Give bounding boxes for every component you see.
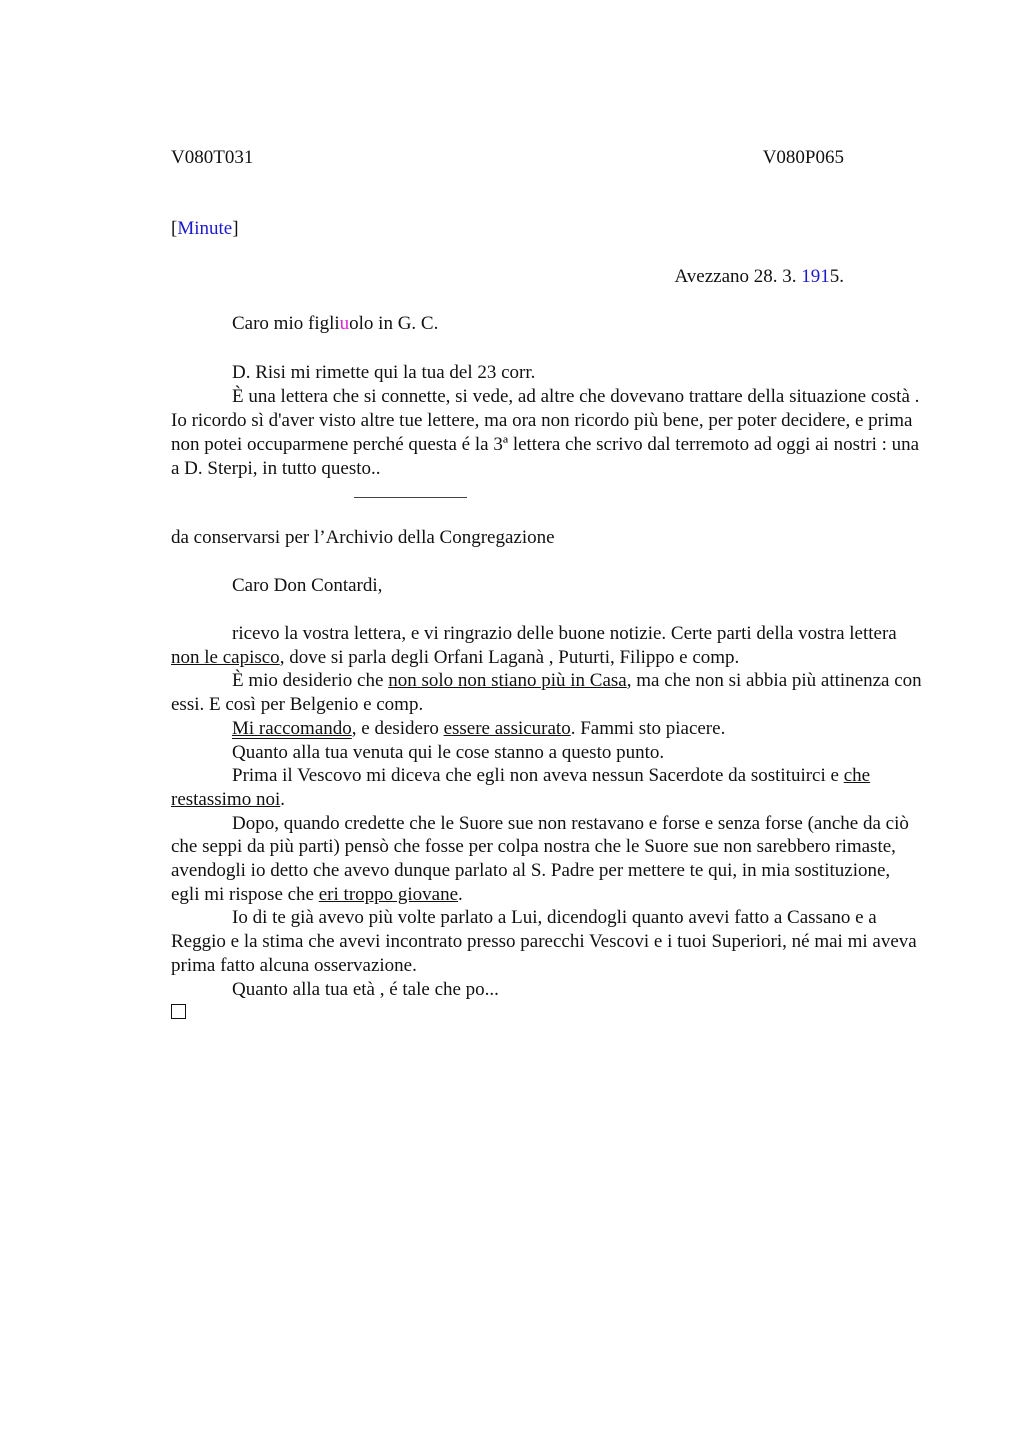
text-run: Dopo, quando credette che le Suore sue non restavano e forse e senza forse (anche da ciò che seppi da più parti) pensò che fosse per colpa nostra che le Suore sue non sarebbero rimaste, avendogli io detto che avevo dunque parlato al S. Padre per mettere te qui, in mia sostituzione, egli mi rispose che	[171, 812, 909, 905]
letter2-paragraph-7: Io di te già avevo più volte parlato a Lui, dicendogli quanto avevi fatto a Cassano e a Reggio e la stima che avevi incontrato presso parecchi Vescovi e i tuoi Superiori, né mai mi aveva prima fatto alcuna osservazione.	[171, 907, 917, 976]
underlined-text: non solo non stiano più in Casa	[388, 670, 627, 692]
greeting-part-a: Caro mio figli	[232, 313, 340, 334]
letter2-paragraph-5	[171, 764, 923, 811]
reference-code-left: V080T031	[171, 147, 254, 168]
double-underlined-text: Mi raccomando	[232, 717, 352, 739]
letter-date	[171, 266, 844, 288]
letter2-body	[171, 622, 923, 1001]
text-run: È mio desiderio che	[232, 670, 389, 692]
underlined-text: non le capisco	[171, 646, 280, 668]
text-run: , e desidero	[351, 717, 444, 739]
letter2-paragraph-3	[171, 717, 923, 741]
letter2-paragraph-2	[171, 669, 923, 716]
text-run: . Fammi sto piacere.	[570, 717, 726, 739]
underlined-text: che restassimo noi	[171, 765, 871, 810]
archive-note: da conservarsi per l’Archivio della Congregazione	[171, 527, 555, 548]
date-prefix: Avezzano 28. 3.	[674, 266, 802, 287]
text-run: Prima il Vescovo mi diceva che egli non aveva nessun Sacerdote da sostituirci e	[232, 765, 844, 787]
underlined-text: essere assicurato	[443, 717, 571, 739]
letter2-greeting: Caro Don Contardi,	[232, 575, 383, 596]
underlined-text: eri troppo giovane	[318, 883, 459, 905]
separator-line	[354, 497, 467, 498]
reference-code-right: V080P065	[762, 147, 844, 168]
text-run: .	[280, 788, 285, 810]
letter2-paragraph-8: Quanto alla tua età , é tale che po...	[232, 978, 499, 1000]
date-suffix: .	[839, 266, 844, 287]
minute-label	[171, 218, 239, 240]
letter2-paragraph-6	[171, 812, 923, 907]
checkbox-icon[interactable]	[171, 1004, 186, 1019]
minute-text: Minute	[177, 218, 233, 239]
greeting-highlight: u	[339, 313, 350, 334]
minute-close-bracket: ]	[232, 218, 239, 239]
text-run: , dove si parla degli Orfani Laganà , Puturti, Filippo e comp.	[279, 646, 740, 668]
date-year-highlight: 191	[801, 266, 830, 287]
text-run: , ma che non si abbia più attinenza con essi. E così per Belgenio e comp.	[171, 670, 922, 716]
letter1-paragraph-1: D. Risi mi rimette qui la tua del 23 corr.	[232, 362, 536, 383]
greeting-part-b: olo in G. C.	[349, 313, 439, 334]
reference-header	[171, 147, 844, 169]
letter2-paragraph-4: Quanto alla tua venuta qui le cose stanno a questo punto.	[232, 741, 665, 763]
minute-open-bracket: [	[171, 218, 178, 239]
letter2-paragraph-1	[171, 622, 923, 669]
letter1-body	[171, 361, 921, 481]
date-year-end: 5	[829, 266, 840, 287]
letter1-paragraph-2: È una lettera che si connette, si vede, ad altre che dovevano trattare della situazione costà . Io ricordo sì d'aver visto altre tue lettere, ma ora non ricordo più bene, per poter decidere, e prima non potei occuparmene perché questa é la 3ª lettera che scrivo dal terremoto ad oggi ai nostri : una a D. Sterpi, in tutto questo..	[171, 386, 920, 479]
letter1-greeting	[232, 313, 438, 335]
text-run: ricevo la vostra lettera, e vi ringrazio delle buone notizie. Certe parti della vostra lettera	[232, 623, 897, 644]
text-run: .	[458, 883, 463, 905]
